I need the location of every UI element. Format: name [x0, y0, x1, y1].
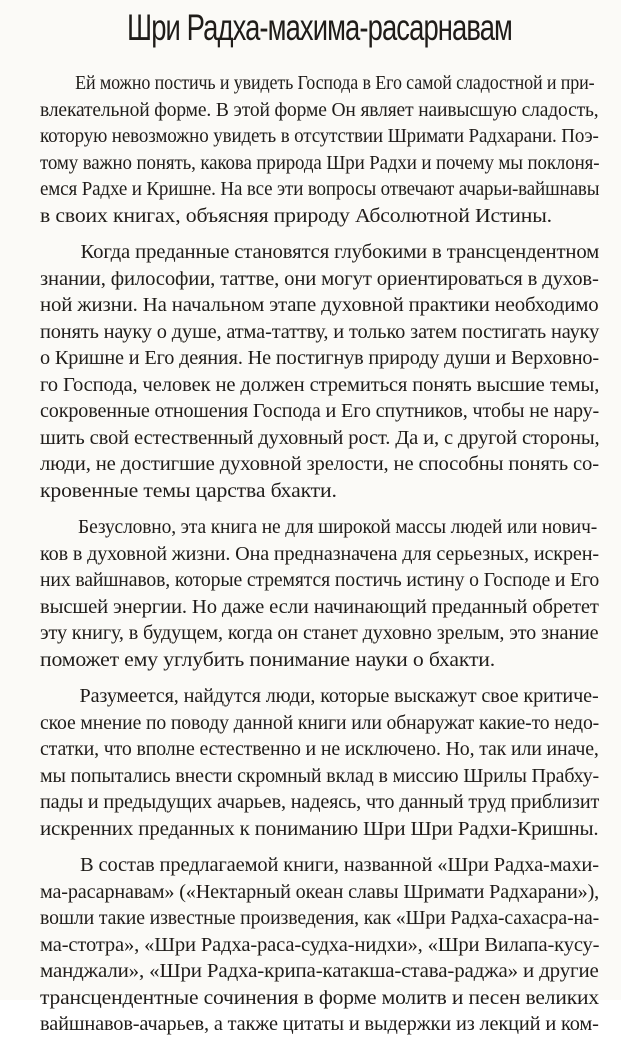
text-line: кровенные темы царства бхакти. [40, 479, 337, 502]
text-line: статки, что вполне естественно и не исключено. Но, так или иначе, [40, 738, 599, 760]
paragraph [40, 239, 599, 504]
text-line: го Господа, человек не должен стремиться понять высшие темы, [40, 373, 600, 396]
text-line: трансцендентные сочинения в форме молитв и песен великих [40, 986, 600, 1009]
text-line: которую невозможно увидеть в отсутствии Шримати Радхарани. Поэ- [40, 125, 599, 147]
text-line: ма-стотра», «Шри Радха-раса-судха-нидхи», «Шри Вилапа-кусу- [40, 933, 600, 956]
text-line: манджали», «Шри Радха-крипа-катакша-става-раджа» и другие [40, 960, 599, 982]
text-line: ков в духовной жизни. Она предназначена для серьезных, искрен- [40, 542, 599, 565]
text-line: мы попытались внести скромный вклад в миссию Шрилы Прабху- [40, 764, 600, 787]
paragraph [40, 514, 599, 673]
text-line: тому важно понять, какова природа Шри Радхи и почему мы поклоня- [40, 151, 600, 174]
text-line: понять науку о душе, атма-таттву, и только затем постигать науку [40, 320, 600, 343]
page-body [40, 70, 599, 1038]
text-line: ское мнение по поводу данной книги или обнаружат какие-то недо- [40, 711, 600, 734]
text-line: поможет ему углубить понимание науки о бхакти. [40, 648, 496, 671]
text-line: емся Радхе и Кришне. На все эти вопросы отвечают ачарьи-вайшнавы [40, 178, 600, 200]
text-line: люди, не достигшие духовной зрелости, не способны понять со- [40, 453, 599, 475]
text-line: ма-расарнавам» («Нектарный океан славы Шримати Радхарани»), [40, 880, 600, 903]
text-line: пады и предыдущих ачарьев, надеясь, что данный труд приблизит [40, 791, 600, 813]
text-line: вошли такие известные произведения, как «Шри Радха-сахасра-на- [40, 907, 600, 929]
page-title: Шри Радха-махима-расарнавам [127, 7, 512, 48]
paragraph [40, 683, 599, 842]
text-line: ной жизни. На начальном этапе духовной практики необходимо [40, 294, 599, 316]
text-line: Разумеется, найдутся люди, которые выскажут свое критиче- [79, 685, 599, 707]
text-line: Безусловно, эта книга не для широкой массы людей или нович- [78, 516, 598, 538]
text-line: эту книгу, в будущем, когда он станет духовно зрелым, это знание [40, 622, 599, 644]
paragraph [40, 70, 599, 229]
text-line: Когда преданные становятся глубокими в трансцендентном [80, 241, 600, 263]
text-line: о Кришне и Его деяния. Не постигнув природу души и Верховно- [40, 347, 599, 369]
text-line: вайшнавов-ачарьев, а также цитаты и выдержки из лекций и ком- [40, 1013, 599, 1035]
text-line: знании, философии, таттве, они могут ориентироваться в духов- [40, 267, 599, 290]
text-line: шить свой естественный духовный рост. Да и, с другой стороны, [40, 426, 600, 449]
text-line: высшей энергии. Но даже если начинающий преданный обретет [40, 595, 599, 618]
paragraph [40, 852, 599, 1038]
text-line: Ей можно постичь и увидеть Господа в Его самой сладостной и при- [75, 72, 595, 94]
text-line: искренних преданных к пониманию Шри Шри Радхи-Кришны. [40, 817, 599, 840]
text-line: них вайшнавов, которые стремятся постичь истину о Господе и Его [40, 569, 600, 591]
text-line: влекательной форме. В этой форме Он являет наивысшую сладость, [40, 98, 599, 121]
text-line: сокровенные отношения Господа и Его спутников, чтобы не нару- [40, 400, 600, 422]
text-line: В состав предлагаемой книги, названной «Шри Радха-махи- [80, 854, 599, 876]
text-line: в своих книгах, объясняя природу Абсолютной Истины. [40, 204, 552, 227]
